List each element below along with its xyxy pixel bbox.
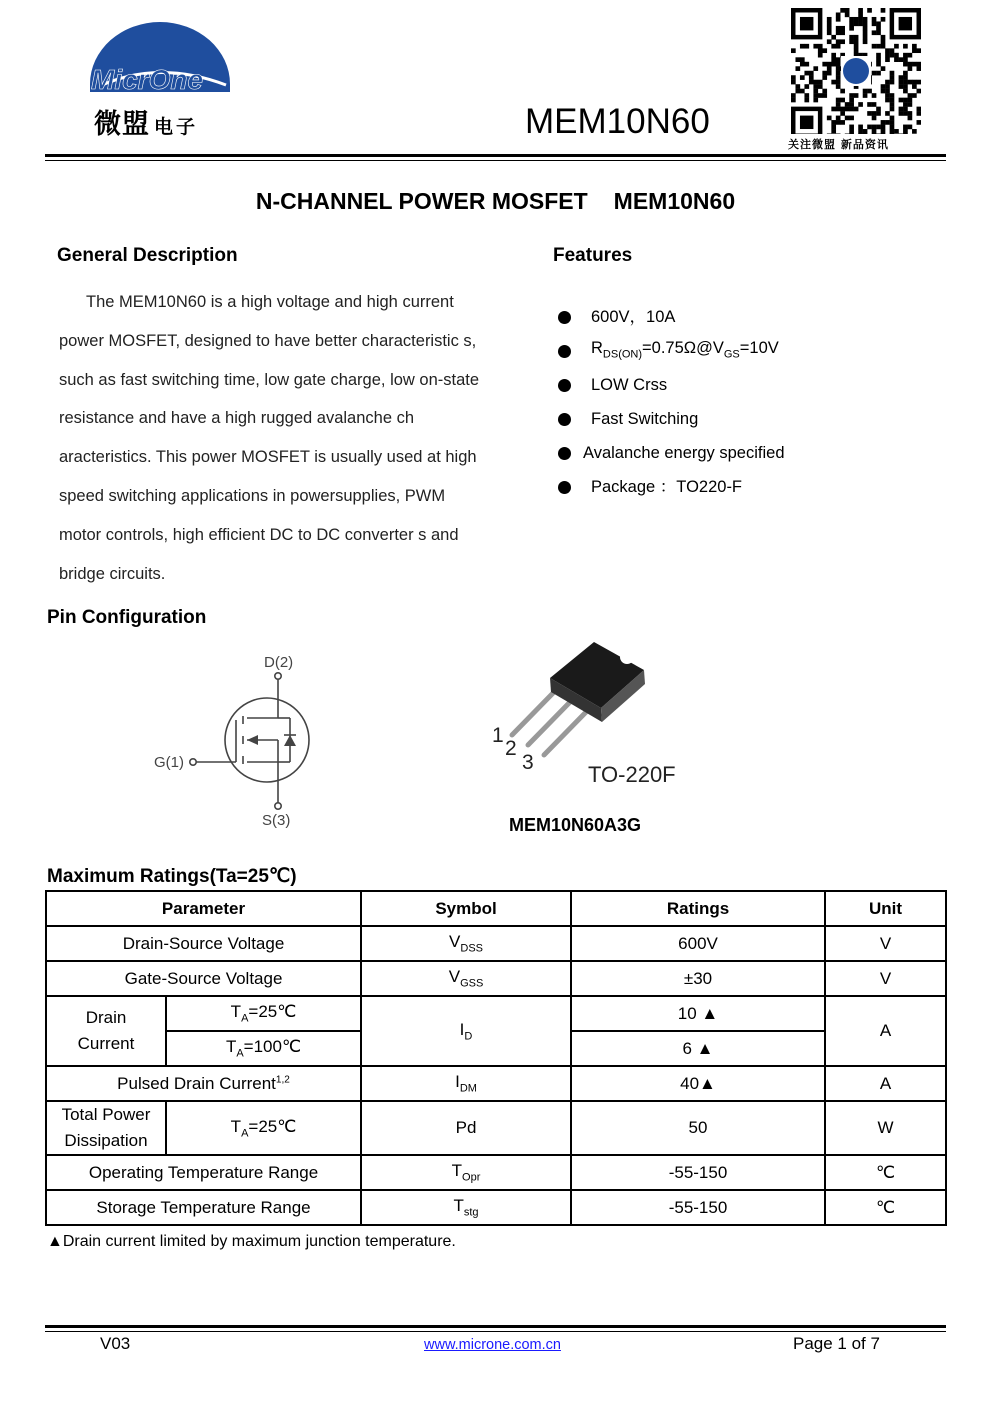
- bullet-icon: [558, 413, 571, 426]
- bullet-icon: [558, 345, 571, 358]
- feature-item: [555, 436, 785, 470]
- param-cell: Gate-Source Voltage: [46, 961, 361, 996]
- logo-cn-main: 微盟: [94, 109, 150, 140]
- condition-cell: $T_A=100℃$: [166, 1031, 361, 1066]
- feature-item: [555, 402, 785, 436]
- table-header-row: [46, 891, 946, 926]
- unit-cell: V: [825, 961, 946, 996]
- ratings-footnote: ▲Drain current limited by maximum junction temperature.: [47, 1233, 456, 1250]
- value-cell: -55-150: [571, 1155, 825, 1190]
- bullet-icon: [558, 447, 571, 460]
- website-link[interactable]: www.microne.com.cn: [424, 1337, 561, 1353]
- value-cell: -55-150: [571, 1190, 825, 1225]
- to220f-package-icon: [484, 630, 694, 790]
- pin-number-3: 3: [522, 751, 534, 774]
- feature-crss: LOW Crss: [591, 376, 668, 394]
- features-heading: Features: [553, 245, 633, 266]
- value-cell: ±30: [571, 961, 825, 996]
- bullet-icon: [558, 379, 571, 392]
- logo-chinese: [94, 102, 198, 141]
- qr-caption: 关注微盟 新品资讯: [788, 138, 889, 151]
- package-illustration: [484, 630, 694, 790]
- symbol-cell: $T_{stg}$: [361, 1190, 571, 1225]
- unit-cell: W: [825, 1101, 946, 1155]
- mosfet-symbol-icon: [150, 648, 320, 833]
- feature-item: [555, 470, 785, 504]
- gate-label: G(1): [154, 754, 184, 771]
- param-cell: Total Power Dissipation: [46, 1101, 166, 1155]
- feature-item: [555, 300, 785, 334]
- table-row: [46, 926, 946, 961]
- feature-rating: 600V，10A: [591, 308, 676, 326]
- condition-cell: $T_A=25℃$: [166, 996, 361, 1031]
- value-cell: 40▲: [571, 1066, 825, 1101]
- param-cell: Pulsed Drain Current$^{1,2}$: [46, 1066, 361, 1101]
- param-cell: Drain-Source Voltage: [46, 926, 361, 961]
- page-number: Page 1 of 7: [793, 1334, 880, 1353]
- value-cell: 600V: [571, 926, 825, 961]
- logo-cn-small: 电子: [154, 116, 199, 138]
- bullet-icon: [558, 481, 571, 494]
- header-symbol: Symbol: [361, 891, 571, 926]
- param-cell: Operating Temperature Range: [46, 1155, 361, 1190]
- company-logo: [88, 12, 233, 140]
- feature-avalanche: Avalanche energy specified: [583, 444, 785, 462]
- header-unit: Unit: [825, 891, 946, 926]
- pin-configuration-heading: Pin Configuration: [47, 607, 207, 628]
- drain-label: D(2): [264, 654, 294, 671]
- package-label: TO-220F: [588, 762, 676, 787]
- table-row: [46, 1066, 946, 1101]
- unit-cell: V: [825, 926, 946, 961]
- unit-cell: A: [825, 1066, 946, 1101]
- feature-package: Package ：TO220-F: [591, 478, 743, 496]
- general-description-text: The MEM10N60 is a high voltage and high current power MOSFET, designed to have better characteristic s, such as fast switching time, low gate charge, low on-state resistance and have a high rugged avalanche ch aracteristics. This power MOSFET is usually used at high speed switching applications in powersupplies, PWM motor controls, high efficient DC to DC converter s and bridge circuits.: [59, 293, 480, 583]
- condition-cell: $T_A=25℃$: [166, 1101, 361, 1155]
- qr-code-graphic: [791, 8, 921, 134]
- table-row: [46, 961, 946, 996]
- symbol-cell: $V_{DSS}$: [361, 926, 571, 961]
- symbol-cell: $V_{GSS}$: [361, 961, 571, 996]
- table-row: [46, 1190, 946, 1225]
- header-divider: [45, 154, 946, 157]
- feature-switching: Fast Switching: [591, 410, 699, 428]
- table-row: [46, 1101, 946, 1155]
- mosfet-schematic: [150, 648, 320, 833]
- param-cell: Drain Current: [46, 996, 166, 1066]
- max-ratings-table: [45, 890, 947, 1226]
- symbol-cell: Pd: [361, 1101, 571, 1155]
- header-divider-thin: [45, 160, 946, 161]
- title-part: MEM10N60: [613, 188, 736, 214]
- unit-cell: A: [825, 996, 946, 1066]
- feature-rdson: $R_{DS(ON)}=0.75\Omega@V_{GS}=10V$: [591, 338, 779, 361]
- qr-code[interactable]: [791, 8, 921, 134]
- pin-number-2: 2: [505, 737, 517, 760]
- header-ratings: Ratings: [571, 891, 825, 926]
- feature-item: [555, 368, 785, 402]
- symbol-cell: $I_{DM}$: [361, 1066, 571, 1101]
- source-label: S(3): [262, 812, 291, 829]
- document-title: [0, 188, 991, 215]
- pin-number-1: 1: [492, 724, 504, 747]
- general-description-heading: General Description: [57, 245, 238, 266]
- footer-divider-thin: [45, 1331, 946, 1332]
- table-row: [46, 996, 946, 1031]
- unit-cell: ℃: [825, 1190, 946, 1225]
- value-cell: 6 ▲: [571, 1031, 825, 1066]
- value-cell: 50: [571, 1101, 825, 1155]
- logo-wordmark: MicrOne: [91, 64, 204, 95]
- bullet-icon: [558, 311, 571, 324]
- title-main: N-CHANNEL POWER MOSFET: [255, 188, 588, 214]
- table-row: [46, 1155, 946, 1190]
- header-parameter: Parameter: [46, 891, 361, 926]
- value-cell: 10 ▲: [571, 996, 825, 1031]
- footer-divider: [45, 1325, 946, 1328]
- header-part-number: MEM10N60: [525, 102, 710, 141]
- param-cell: Storage Temperature Range: [46, 1190, 361, 1225]
- package-part-caption: MEM10N60A3G: [509, 815, 642, 835]
- symbol-cell: $I_D$: [361, 996, 571, 1066]
- feature-item: [555, 334, 785, 368]
- symbol-cell: $T_{Opr}$: [361, 1155, 571, 1190]
- max-ratings-heading: Maximum Ratings(Ta=25℃): [47, 866, 297, 887]
- features-list: [555, 300, 785, 504]
- document-version: V03: [100, 1334, 131, 1353]
- unit-cell: ℃: [825, 1155, 946, 1190]
